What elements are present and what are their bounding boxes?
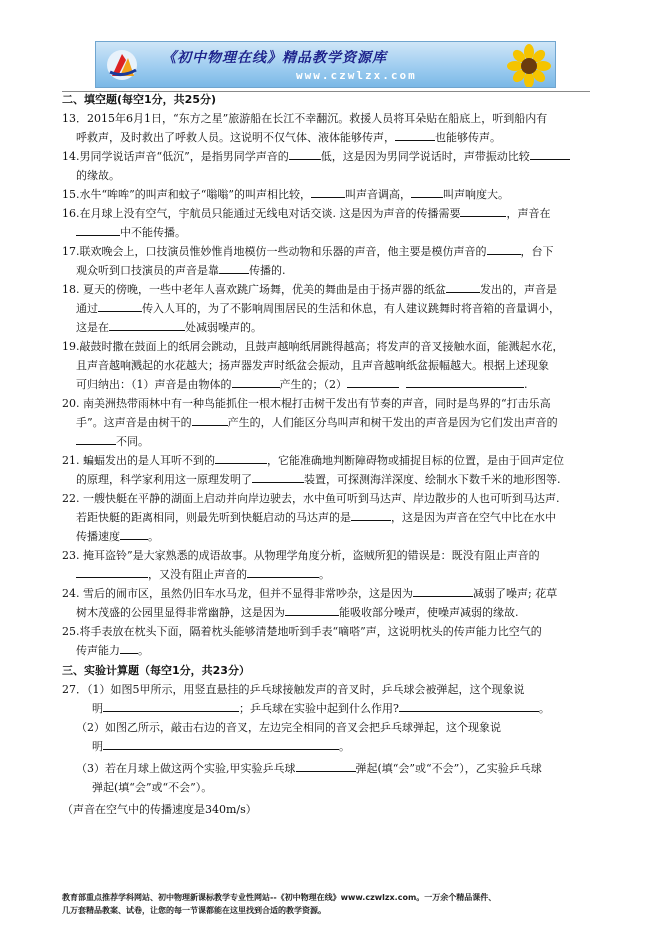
q20-text-a: 20. 南美洲热带雨林中有一种鸟能抓住一根木棍打击树干发出有节奏的声音，同时是鸟界的“打击乐高 [62, 397, 551, 410]
q24-text-a: 24. 雪后的闹市区，虽然仍旧车水马龙，但并不显得非常吵杂，这是因为 [62, 587, 413, 600]
q27-text-j: 弹起(填“会”或“不会”）。 [92, 781, 213, 794]
q22-text-b: 若距快艇的距离相同，则最先听到快艇启动的马达声的是 [76, 511, 351, 524]
answer-blank[interactable] [103, 699, 239, 712]
q17-text-a: 17.联欢晚会上，口技演员惟妙惟肖地模仿一些动物和乐器的声音，他主要是模仿声音的 [62, 245, 487, 258]
q17-text-c: 观众听到口技演员的声音是靠 [76, 264, 219, 277]
answer-blank[interactable] [487, 242, 521, 255]
q20-text-d: 不同。 [116, 435, 149, 448]
question-23 [62, 546, 590, 584]
question-16 [62, 204, 590, 242]
q14-text-b: 低，这是因为男同学说话时，声带振动比较 [320, 150, 530, 163]
q22-text-c: ，这是因为声音在空气中比在水中 [391, 511, 556, 524]
answer-blank[interactable] [406, 375, 524, 388]
answer-blank[interactable] [395, 128, 435, 141]
question-14 [62, 147, 590, 185]
q27-text-g: 。 [339, 740, 350, 753]
q20-text-c: 产生的，人们能区分鸟叫声和树干发出的声音是因为它们发出声音的 [227, 416, 558, 429]
q14-text-c: 的缘故。 [76, 169, 120, 182]
sunflower-icon [507, 44, 551, 88]
answer-blank[interactable] [289, 147, 321, 160]
page-footer [62, 891, 602, 917]
q24-text-d: 能吸收部分噪声，使噪声减弱的缘故. [339, 606, 519, 619]
answer-blank[interactable] [296, 759, 356, 772]
q15-text-c: 叫声响度大。 [443, 188, 509, 201]
q27-text-f: 明 [92, 740, 103, 753]
answer-blank[interactable] [215, 451, 267, 464]
q18-text-f: 处减弱噪声的。 [185, 321, 262, 334]
answer-blank[interactable] [311, 185, 345, 198]
q27-text-a: 27．（1）如图5甲所示，用竖直悬挂的乒乓球接触发声的音叉时，乒乓球会被弹起，这个现象说 [62, 683, 525, 696]
q24-text-c: 树木茂盛的公园里显得非常幽静，这是因为 [76, 606, 285, 619]
q20-text-b: 手”。这声音是由树干的 [76, 416, 192, 429]
speed-note: （声音在空气中的传播速度是340m/s） [62, 803, 257, 816]
q22-text-a: 22. 一艘快艇在平静的湖面上启动并向岸边驶去，水中鱼可听到马达声、岸边散步的人也可听到马达声. [62, 492, 560, 505]
q16-text-c: 中不能传播。 [120, 226, 186, 239]
q22-text-e: 。 [148, 530, 159, 543]
answer-blank[interactable] [103, 737, 339, 750]
section-2-title: 二、填空题(每空1分，共25分) [62, 93, 217, 106]
question-20 [62, 394, 590, 451]
answer-blank[interactable] [399, 699, 539, 712]
answer-blank[interactable] [76, 565, 148, 578]
q18-text-b: 发出的，声音是 [480, 283, 557, 296]
answer-blank[interactable] [98, 299, 142, 312]
q23-text-b: ，又没有阻止声音的 [148, 568, 247, 581]
answer-blank[interactable] [351, 508, 391, 521]
question-13 [62, 109, 590, 147]
answer-blank[interactable] [252, 470, 304, 483]
question-22 [62, 489, 590, 546]
q18-text-c: 通过 [76, 302, 98, 315]
q21-text-a: 21. 蝙蝠发出的是人耳听不到的 [62, 454, 215, 467]
q27-text-d: 。 [538, 702, 550, 715]
q18-text-e: 这是在 [76, 321, 109, 334]
answer-blank[interactable] [76, 432, 116, 445]
q21-text-d: 装置，可探测海洋深度、绘制水下数千米的地形图等. [304, 473, 561, 486]
question-15 [62, 185, 590, 204]
q19-text-c: 可归纳出：（1）声音是由物体的 [76, 378, 232, 391]
q13-line1: 13．2015年6月1日，“东方之星”旅游船在长江不幸翻沉。救援人员将耳朵贴在船底上，听到船内有 [62, 112, 548, 125]
answer-blank[interactable] [247, 565, 319, 578]
q21-text-b: ，它能准确地判断障碍物或捕捉目标的位置，是由于回声定位 [267, 454, 564, 467]
answer-blank[interactable] [120, 641, 138, 654]
footer-line-1: 教育部重点推荐学科网站、初中物理新课标教学专业性网站--《初中物理在线》www.czwlzx.com。一万余个精品课件、 [62, 893, 497, 902]
answer-blank[interactable] [347, 375, 399, 388]
q13-line2-tail: 也能够传声。 [435, 131, 501, 144]
q21-text-c: 的原理，科学家利用这一原理发明了 [76, 473, 252, 486]
answer-blank[interactable] [411, 185, 443, 198]
footer-line-2: 几万套精品教案、试卷，让您的每一节课都能在这里找到合适的教学资源。 [62, 906, 326, 915]
q27-text-c: ；乒乓球在实验中起到什么作用? [239, 702, 399, 715]
q22-text-d: 传播速度 [76, 530, 120, 543]
question-18 [62, 280, 590, 337]
answer-blank[interactable] [120, 527, 148, 540]
q23-text-a: 23. 掩耳盗铃”是大家熟悉的成语故事。从物理学角度分析，盗贼所犯的错误是：既没有阻止声音的 [62, 549, 540, 562]
q23-text-c: 。 [319, 568, 330, 581]
answer-blank[interactable] [219, 261, 249, 274]
q17-text-b: ，台下 [520, 245, 554, 258]
answer-blank[interactable] [192, 413, 228, 426]
question-27 [62, 680, 590, 797]
worksheet [62, 90, 590, 819]
answer-blank[interactable] [446, 280, 480, 293]
q13-line2: 呼救声，及时救出了呼救人员。这说明不仅气体、液体能够传声， [76, 131, 395, 144]
question-21 [62, 451, 590, 489]
q16-text-a: 16.在月球上没有空气，宇航员只能通过无线电对话交谈. 这是因为声音的传播需要 [62, 207, 461, 220]
q27-text-h: （3）若在月球上做这两个实验,甲实验乒乓球 [76, 762, 296, 775]
banner [95, 41, 556, 88]
banner-url: www.czwlzx.com [296, 69, 417, 82]
q18-text-d: 传入人耳的，为了不影响周围居民的生活和休息，有人建议跳舞时将音箱的音量调小， [142, 302, 560, 315]
q25-text-c: 。 [138, 644, 149, 657]
answer-blank[interactable] [285, 603, 339, 616]
q27-text-e: （2）如图乙所示，敲击右边的音叉，左边完全相同的音叉会把乒乓球弹起，这个现象说 [76, 721, 501, 734]
answer-blank[interactable] [530, 147, 570, 160]
q17-text-d: 传播的. [249, 264, 286, 277]
q19-text-a: 19.敲鼓时撒在鼓面上的纸屑会跳动，且鼓声越响纸屑跳得越高；将发声的音叉接触水面，能溅起水花， [62, 340, 564, 353]
q15-text-a: 15.水牛“哞哞”的叫声和蚊子“嗡嗡”的叫声相比较， [62, 188, 311, 201]
question-17 [62, 242, 590, 280]
q25-text-b: 传声能力 [76, 644, 120, 657]
q25-text-a: 25.将手表放在枕头下面，隔着枕头能够清楚地听到手表“嘀嗒”声，这说明枕头的传声能力比空气的 [62, 625, 542, 638]
q19-text-b: 且声音越响溅起的水花越大；扬声器发声时纸盆会振动，且声音越响纸盆振幅越大。根据上述现象 [76, 359, 549, 372]
section-3-title: 三、实验计算题（每空1分，共23分） [62, 664, 250, 677]
q18-text-a: 18. 夏天的傍晚，一些中老年人喜欢跳广场舞，优美的舞曲是由于扬声器的纸盆 [62, 283, 446, 296]
q16-text-b: ，声音在 [506, 207, 551, 220]
answer-blank[interactable] [413, 584, 473, 597]
answer-blank[interactable] [232, 375, 280, 388]
q15-text-b: 叫声音调高， [345, 188, 411, 201]
q24-text-b: 减弱了噪声; 花草 [473, 587, 558, 600]
q27-text-b: 明 [92, 702, 103, 715]
banner-title: 《初中物理在线》精品教学资源库 [162, 50, 387, 66]
q14-text-a: 14.男同学说话声音“低沉”，是指男同学声音的 [62, 150, 289, 163]
answer-blank[interactable] [460, 204, 506, 217]
question-24 [62, 584, 590, 622]
question-19: 19.敲鼓时撒在鼓面上的纸屑会跳动，且鼓声越响纸屑跳得越高；将发声的音叉接触水面，能溅起水花， 且声音越响溅起的水花越大；扬声器发声时纸盆会振动，且声音越响纸盆振幅越大。根据上述现象 可归纳出：（1）声音是由物体的 产生的；（2） . [62, 337, 590, 394]
question-25 [62, 622, 590, 660]
q27-text-i: 弹起(填“会”或“不会”），乙实验乒乓球 [355, 762, 542, 775]
answer-blank[interactable] [109, 318, 185, 331]
answer-blank[interactable] [76, 223, 120, 236]
q19-text-d: 产生的；（2） [279, 378, 347, 391]
logo-icon [104, 48, 140, 82]
